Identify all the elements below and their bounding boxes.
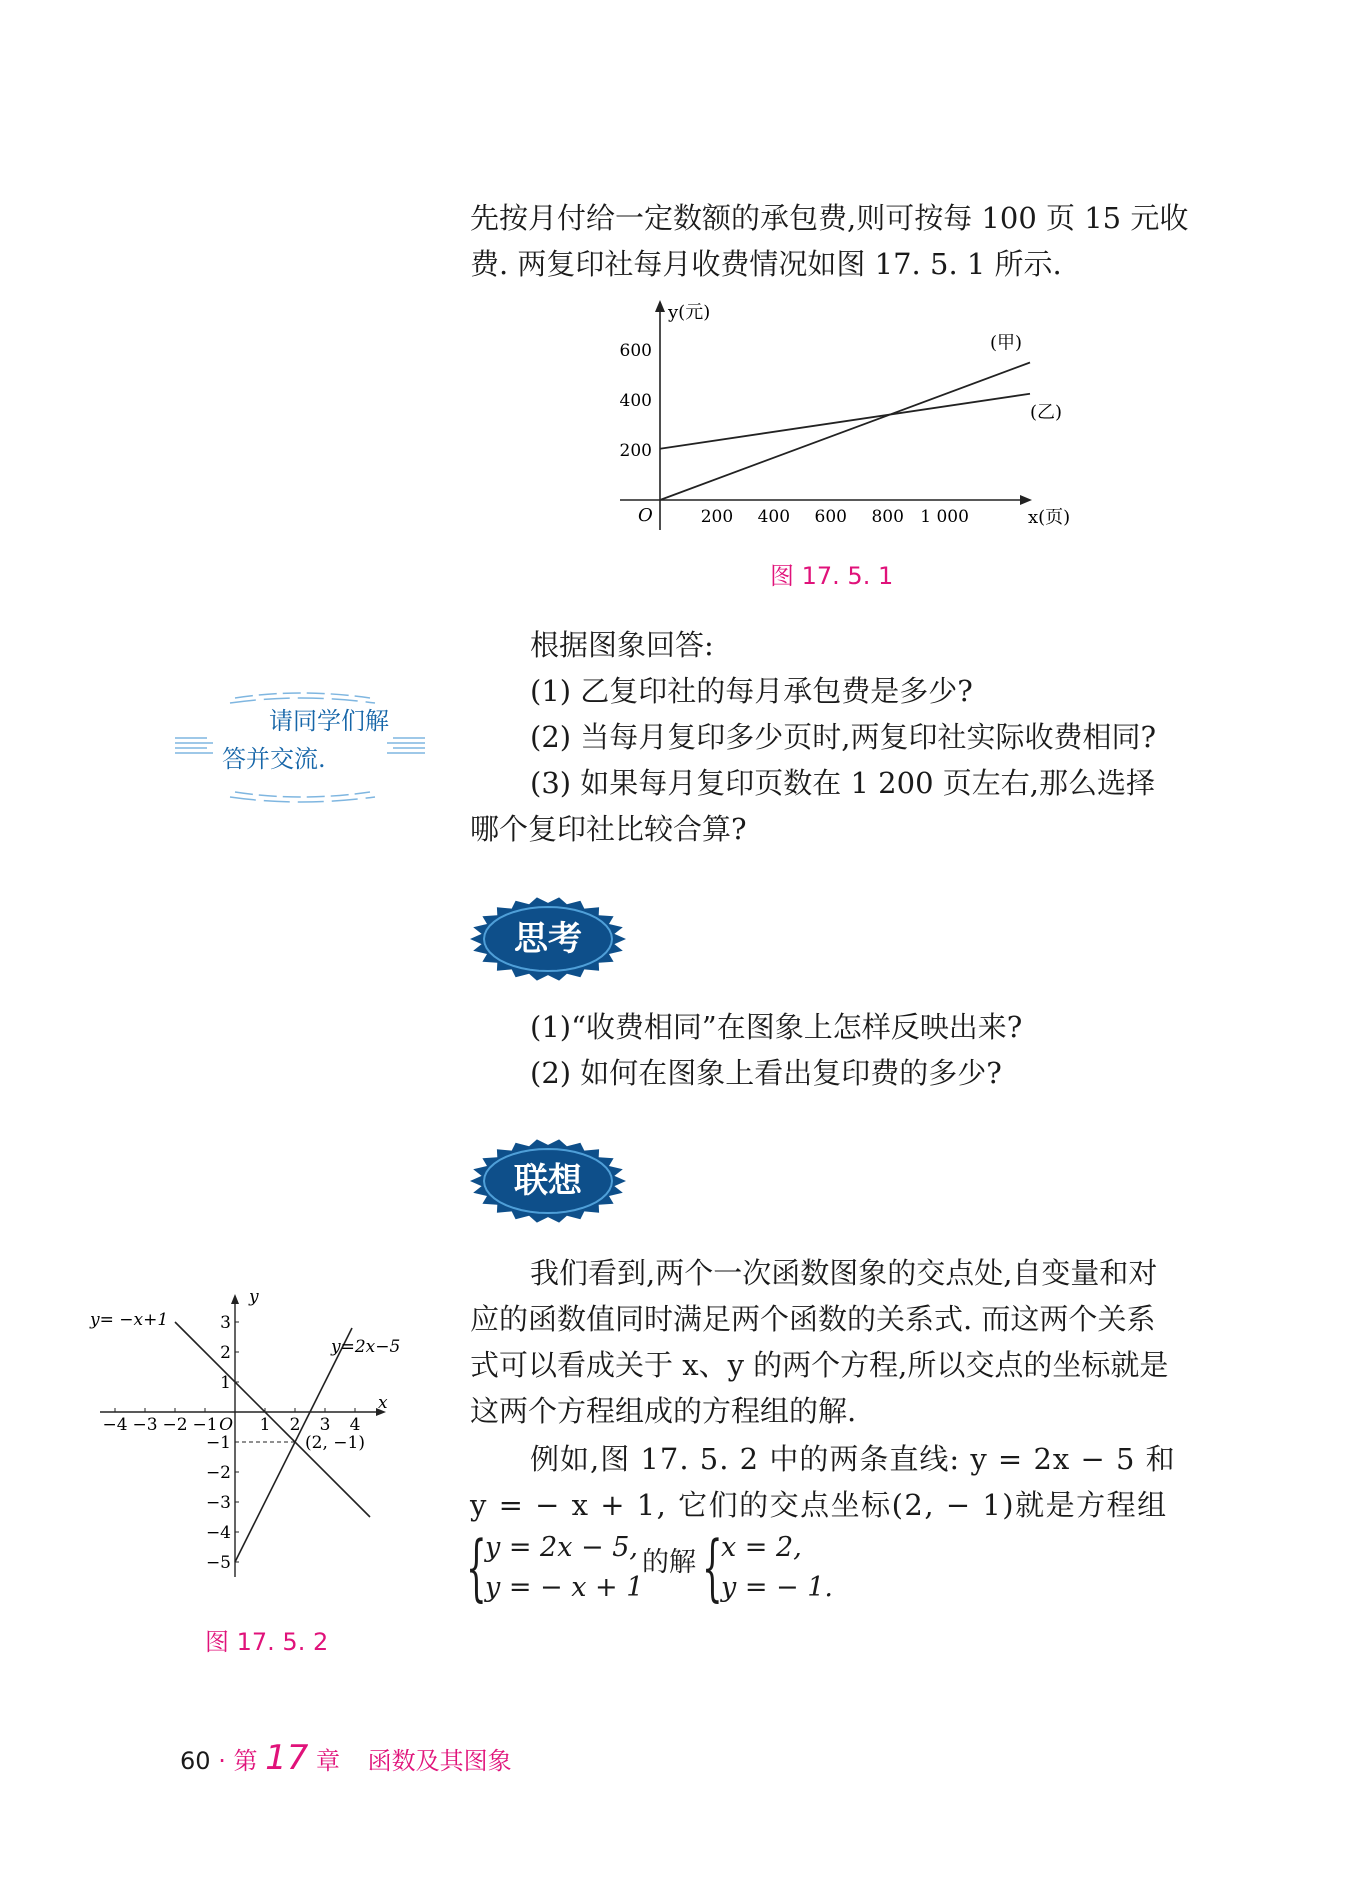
questions-intro: 根据图象回答: — [530, 628, 714, 662]
think-badge — [468, 895, 628, 987]
system1-eq-1: y = 2x − 5, — [485, 1532, 638, 1563]
equation-system-2 — [721, 1528, 833, 1608]
question-1: (1) 乙复印社的每月承包费是多少? — [530, 674, 973, 708]
x-tick-label: 400 — [757, 507, 791, 527]
fig1-caption: 图 17. 5. 1 — [770, 562, 894, 590]
x-tick-label: 1 — [259, 1415, 271, 1435]
y-tick-label: 1 — [220, 1373, 231, 1393]
y-tick-label: −4 — [205, 1523, 231, 1543]
side-note-line-2: 答并交流. — [222, 745, 326, 773]
associate-p1-line-3: 式可以看成关于 x、y 的两个方程,所以交点的坐标就是 — [470, 1348, 1169, 1382]
figure-17-5-1 — [619, 302, 1071, 550]
y-tick-label: 600 — [619, 341, 652, 361]
chapter-number: 17 — [265, 1738, 309, 1778]
x-tick-label: 3 — [319, 1415, 331, 1435]
intro-line-2: 费. 两复印社每月收费情况如图 17. 5. 1 所示. — [470, 247, 1062, 281]
left-brace-1: { — [466, 1525, 487, 1609]
associate-p1-line-2: 应的函数值同时满足两个函数的关系式. 而这两个关系 — [470, 1302, 1156, 1336]
y-axis-label: y — [249, 1287, 259, 1307]
x-tick-label: −3 — [132, 1415, 158, 1435]
x-axis-label: x(页) — [1028, 507, 1071, 528]
chapter-suffix: 章 — [316, 1747, 341, 1775]
side-note-text — [222, 702, 389, 778]
y-tick-label: 400 — [619, 391, 652, 411]
page-footer — [180, 1738, 512, 1778]
y-axis-arrow — [655, 300, 665, 312]
series-line-1 — [660, 363, 1030, 501]
series-label-2: y=2x−5 — [331, 1337, 401, 1357]
x-tick-label: 200 — [700, 507, 734, 527]
intro-line-1: 先按月付给一定数额的承包费,则可按每 100 页 15 元收 — [470, 201, 1189, 235]
y-tick-label: −2 — [205, 1463, 231, 1483]
system-connector: 的解 — [642, 1547, 696, 1578]
side-note — [175, 690, 425, 805]
associate-badge-label: 联想 — [514, 1161, 582, 1201]
x-axis-label: x — [378, 1393, 388, 1413]
y-axis-label: y(元) — [668, 302, 711, 323]
think-question-1: (1)“收费相同”在图象上怎样反映出来? — [530, 1010, 1023, 1044]
figure-17-5-2 — [85, 1265, 445, 1585]
x-tick-label: −4 — [102, 1415, 128, 1435]
y-tick-label: −5 — [205, 1553, 231, 1573]
fig2-caption: 图 17. 5. 2 — [205, 1628, 329, 1656]
associate-p1-line-1: 我们看到,两个一次函数图象的交点处,自变量和对 — [530, 1256, 1158, 1290]
x-tick-label: 2 — [289, 1415, 301, 1435]
associate-p2-line-2: y = − x + 1, 它们的交点坐标(2, − 1)就是方程组 — [470, 1488, 1168, 1522]
series-label-2: (乙) — [1030, 401, 1063, 423]
series-label-1: y= −x+1 — [90, 1310, 169, 1330]
x-tick-label: 800 — [871, 507, 904, 527]
intersection-label: (2, −1) — [305, 1433, 365, 1453]
question-2: (2) 当每月复印多少页时,两复印社实际收费相同? — [530, 720, 1157, 754]
associate-badge — [468, 1137, 628, 1229]
y-tick-label: 2 — [220, 1343, 231, 1363]
equation-system-1 — [485, 1528, 643, 1608]
x-axis-arrow — [1020, 495, 1032, 505]
system2-eq-2: y = − 1. — [721, 1572, 834, 1603]
question-3-line-1: (3) 如果每月复印页数在 1 200 页左右,那么选择 — [530, 766, 1155, 800]
think-question-2: (2) 如何在图象上看出复印费的多少? — [530, 1056, 1002, 1090]
page-number: 60 — [180, 1747, 211, 1775]
system1-eq-2: y = − x + 1 — [485, 1572, 644, 1603]
x-tick-label: 4 — [349, 1415, 361, 1435]
origin-label: O — [219, 1415, 233, 1435]
series-label-1: (甲) — [990, 332, 1023, 354]
y-tick-label: −3 — [205, 1493, 231, 1513]
origin-label: O — [638, 505, 653, 526]
series-line-2 — [660, 394, 1030, 449]
question-3-line-2: 哪个复印社比较合算? — [470, 812, 747, 846]
y-axis-arrow — [231, 1294, 239, 1304]
think-badge-label: 思考 — [514, 919, 582, 959]
footer-dot: · — [218, 1747, 226, 1775]
x-tick-label: 600 — [814, 507, 847, 527]
chapter-title: 函数及其图象 — [367, 1747, 512, 1775]
associate-p1-line-4: 这两个方程组成的方程组的解. — [470, 1394, 857, 1428]
associate-p2-line-1: 例如,图 17. 5. 2 中的两条直线: y = 2x − 5 和 — [530, 1442, 1176, 1476]
y-tick-label: 3 — [220, 1313, 231, 1333]
x-tick-label: −2 — [162, 1415, 188, 1435]
y-tick-label: −1 — [205, 1433, 231, 1453]
y-tick-label: 200 — [619, 441, 652, 461]
left-brace-2: { — [702, 1525, 723, 1609]
system2-eq-1: x = 2, — [721, 1532, 802, 1563]
side-note-line-1: 请同学们解 — [269, 707, 389, 735]
x-tick-label: −1 — [192, 1415, 218, 1435]
x-tick-label: 1 000 — [920, 507, 969, 527]
chapter-prefix: 第 — [233, 1747, 258, 1775]
